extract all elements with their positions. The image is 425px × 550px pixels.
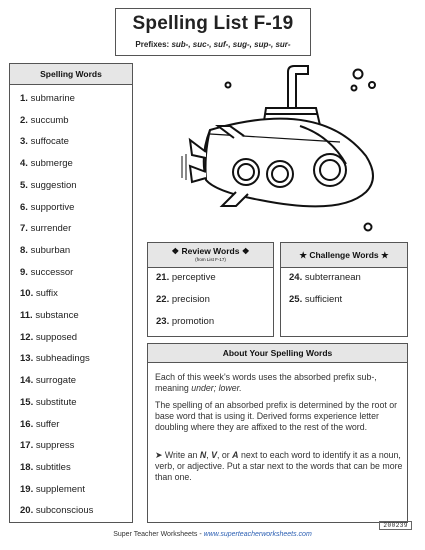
review-words-source: (from List F-17) (195, 257, 226, 262)
about-paragraph-2: The spelling of an absorbed prefix is determined by the root or base word that is using it. Derived forms experience letter doubling where they are affixed to the rest of the word. (155, 400, 398, 432)
word-text: suffix (35, 288, 58, 300)
about-p1-text: Each of this week's words uses the absorbed prefix sub-, meaning (155, 372, 377, 393)
word-number: 2. (20, 114, 28, 126)
word-text: submarine (30, 93, 75, 104)
word-text: suffocate (30, 136, 69, 148)
word-number: 21. (156, 272, 170, 283)
list-item (20, 180, 77, 191)
list-item (20, 419, 59, 430)
about-box (147, 343, 408, 523)
verb-letter: V (211, 450, 217, 460)
word-number: 6. (20, 201, 28, 213)
title-box (115, 8, 311, 56)
word-number: 5. (20, 179, 28, 191)
list-item (20, 375, 76, 386)
noun-letter: N (199, 450, 207, 460)
list-item (20, 462, 71, 473)
word-text: supplement (35, 483, 85, 495)
word-number: 11. (20, 310, 33, 321)
list-item (20, 440, 74, 451)
word-number: 14. (20, 375, 34, 387)
about-paragraph-1 (155, 372, 403, 394)
about-header: About Your Spelling Words (148, 344, 407, 363)
word-number: 17. (20, 440, 34, 452)
about-p3-text: ➤ Write an (155, 450, 200, 460)
spelling-words-header: Spelling Words (10, 64, 132, 85)
list-item (20, 115, 69, 126)
word-text: subtitles (35, 461, 71, 473)
propeller (190, 140, 206, 158)
list-item (156, 272, 216, 283)
footer-text: Super Teacher Worksheets - (113, 531, 204, 538)
review-words-title: ❖ Review Words ❖ (171, 246, 250, 256)
list-item (20, 136, 69, 147)
word-number: 22. (156, 294, 170, 305)
word-number: 18. (20, 461, 34, 473)
list-item (20, 332, 77, 343)
word-text: suffer (35, 418, 60, 430)
list-item (20, 505, 93, 516)
footer (0, 531, 425, 538)
word-number: 20. (20, 505, 34, 517)
word-number: 12. (20, 331, 34, 343)
about-p3-or: , or (216, 450, 233, 460)
word-text: substance (35, 310, 79, 321)
word-number: 4. (20, 158, 28, 170)
porthole (267, 161, 293, 187)
word-text: sufficient (304, 294, 343, 305)
adjective-letter: A (232, 450, 239, 460)
word-number: 24. (289, 272, 303, 283)
list-item (20, 288, 58, 299)
porthole (233, 159, 259, 185)
word-number: 8. (20, 244, 28, 256)
list-item (20, 93, 75, 104)
word-number: 10. (20, 288, 34, 300)
challenge-words-header: ★ Challenge Words ★ (281, 243, 407, 268)
word-text: precision (171, 294, 210, 305)
bubble (354, 70, 363, 79)
word-number: 23. (156, 316, 170, 327)
word-text: succumb (30, 114, 69, 126)
word-number: 1. (20, 93, 28, 104)
word-text: suppress (35, 440, 75, 452)
word-text: suggestion (30, 179, 77, 191)
word-text: submerge (30, 158, 73, 170)
word-number: 15. (20, 396, 34, 408)
about-p1-italic: under; lower. (191, 383, 242, 393)
word-text: supportive (30, 201, 75, 213)
word-text: subterranean (304, 272, 361, 283)
bubble (369, 82, 375, 88)
about-p3-rest: next to each word to identify it as a noun, verb, or adjective. Put a star next to the words that can be more than one. (155, 450, 403, 482)
word-text: surrender (30, 223, 72, 235)
list-item (20, 484, 85, 495)
bubble (365, 224, 372, 231)
review-words-box (147, 242, 274, 337)
word-text: promotion (171, 316, 215, 327)
word-number: 7. (20, 223, 28, 235)
prefixes-label: Prefixes: (135, 40, 170, 49)
word-text: substitute (35, 396, 77, 408)
bubble (352, 86, 357, 91)
word-text: perceptive (171, 272, 216, 283)
prefixes-list: sub-, suc-, suf-, sug-, sup-, sur- (171, 40, 291, 49)
word-text: supposed (35, 331, 78, 343)
list-item (20, 267, 73, 278)
challenge-words-box (280, 242, 408, 337)
prefixes-line (116, 40, 310, 49)
page-title: Spelling List F-19 (132, 13, 294, 34)
list-item (156, 316, 214, 327)
list-item (20, 158, 73, 169)
about-p3-comma: , (206, 450, 212, 460)
word-text: subconscious (35, 505, 94, 517)
review-words-header (148, 243, 273, 268)
list-item (289, 272, 361, 283)
word-number: 16. (20, 418, 34, 430)
word-text: surrogate (35, 375, 76, 387)
list-item (156, 294, 210, 305)
list-item (20, 310, 79, 321)
submarine-illustration (170, 60, 400, 240)
word-text: suburban (30, 244, 71, 256)
word-number: 13. (20, 353, 34, 365)
porthole (314, 154, 346, 186)
word-number: 9. (20, 266, 28, 278)
word-number: 25. (289, 294, 303, 305)
bubble (226, 83, 231, 88)
list-item (289, 294, 342, 305)
word-number: 19. (20, 483, 34, 495)
about-paragraph-3 (155, 450, 403, 483)
word-text: subheadings (35, 353, 90, 365)
spelling-words-box (9, 63, 133, 523)
word-number: 3. (20, 136, 28, 148)
list-item (20, 245, 70, 256)
footer-link[interactable]: www.superteacherworksheets.com (203, 531, 312, 538)
list-item (20, 202, 74, 213)
word-text: successor (30, 266, 74, 278)
list-item (20, 353, 90, 364)
worksheet-code: 200239 (379, 521, 412, 530)
list-item (20, 223, 71, 234)
list-item (20, 397, 77, 408)
